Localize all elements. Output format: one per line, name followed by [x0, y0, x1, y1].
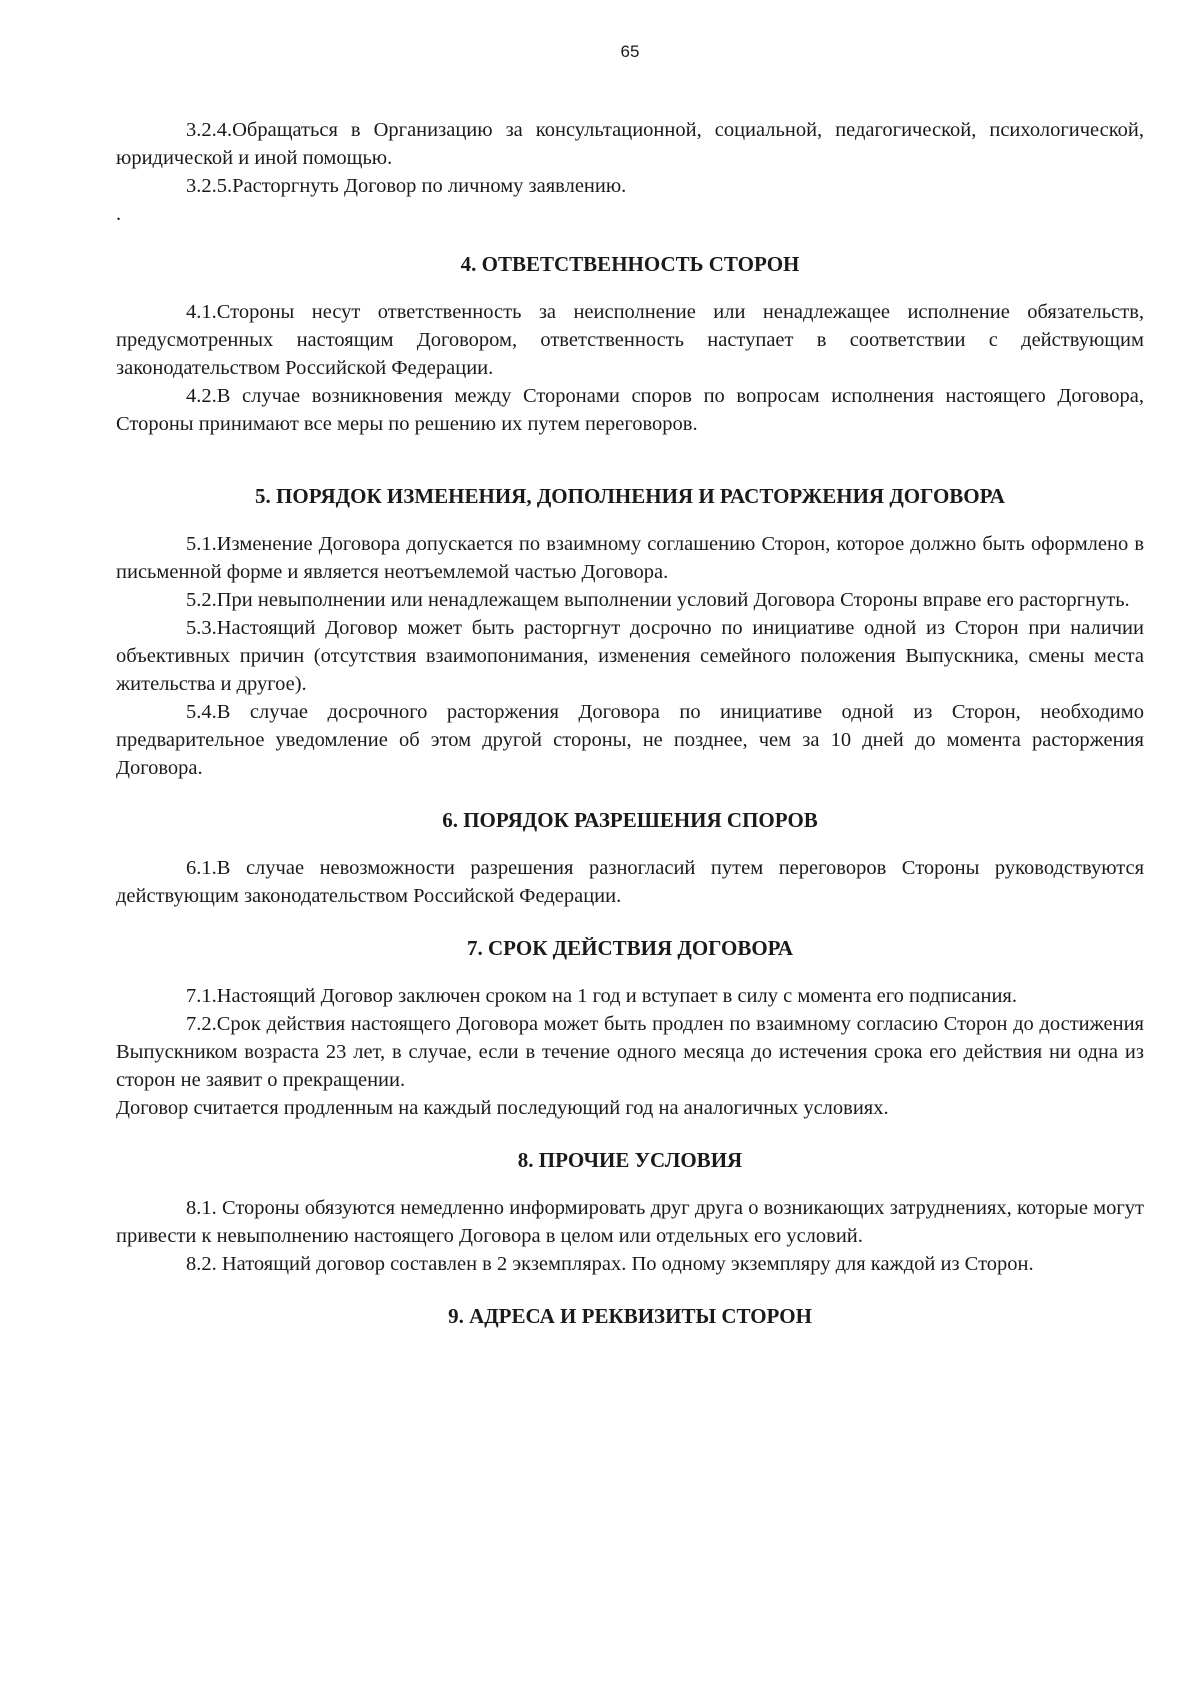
clause-4-2: 4.2.В случае возникновения между Сторонами споров по вопросам исполнения настоящего Договора, Стороны принимают все меры по решению их путем переговоров.: [116, 385, 1144, 435]
clause-8-2: 8.2. Натоящий договор составлен в 2 экземплярах. По одному экземпляру для каждой из Сторон.: [186, 1253, 1034, 1275]
clause-7-1: 7.1.Настоящий Договор заключен сроком на 1 год и вступает в силу с момента его подписания.: [186, 985, 1017, 1007]
clause-3-2-4: 3.2.4.Обращаться в Организацию за консультационной, социальной, педагогической, психологической, юридической и иной помощью.: [116, 119, 1144, 169]
clause-8-1: 8.1. Стороны обязуются немедленно информировать друг друга о возникающих затруднениях, которые могут привести к невыполнению настоящего Договора в целом или отдельных его условий.: [116, 1197, 1144, 1247]
clause-5-1: 5.1.Изменение Договора допускается по взаимному соглашению Сторон, которое должно быть оформлено в письменной форме и является неотъемлемой частью Договора.: [116, 533, 1144, 583]
clause-5-2: 5.2.При невыполнении или ненадлежащем выполнении условий Договора Стороны вправе его расторгнуть.: [186, 589, 1130, 611]
section-8-title: 8. ПРОЧИЕ УСЛОВИЯ: [517, 1148, 743, 1172]
clause-7-2-continuation: Договор считается продленным на каждый последующий год на аналогичных условиях.: [116, 1097, 889, 1119]
section-4-title: 4. ОТВЕТСТВЕННОСТЬ СТОРОН: [460, 252, 800, 276]
clause-5-4: 5.4.В случае досрочного расторжения Договора по инициативе одной из Сторон, необходимо предварительное уведомление об этом другой стороны, не позднее, чем за 10 дней до момента расторжения Договора.: [116, 701, 1144, 779]
section-7-title: 7. СРОК ДЕЙСТВИЯ ДОГОВОРА: [466, 936, 793, 960]
clause-5-3: 5.3.Настоящий Договор может быть расторгнут досрочно по инициативе одной из Сторон при наличии объективных причин (отсутствия взаимопонимания, изменения семейного положения Выпускника, смены места жительства и другое).: [116, 617, 1144, 695]
page-number: 65: [620, 42, 640, 61]
clause-7-2: 7.2.Срок действия настоящего Договора может быть продлен по взаимному согласию Сторон до достижения Выпускником возраста 23 лет, в случае, если в течение одного месяца до истечения срока его действия ни одна из сторон не заявит о прекращении.: [116, 1013, 1144, 1091]
clause-3-2-5: 3.2.5.Расторгнуть Договор по личному заявлению.: [186, 175, 627, 197]
section-5-title: 5. ПОРЯДОК ИЗМЕНЕНИЯ, ДОПОЛНЕНИЯ И РАСТОРЖЕНИЯ ДОГОВОРА: [255, 484, 1005, 508]
document-body: [116, 116, 1144, 1330]
stray-dot: .: [116, 203, 122, 225]
section-9-title: 9. АДРЕСА И РЕКВИЗИТЫ СТОРОН: [448, 1304, 812, 1328]
clause-4-1: 4.1.Стороны несут ответственность за неисполнение или ненадлежащее исполнение обязательств, предусмотренных настоящим Договором, ответственность наступает в соответствии с действующим законодательством Российской Федерации.: [116, 301, 1144, 379]
section-6-title: 6. ПОРЯДОК РАЗРЕШЕНИЯ СПОРОВ: [442, 808, 818, 832]
clause-6-1: 6.1.В случае невозможности разрешения разногласий путем переговоров Стороны руководствуются действующим законодательством Российской Федерации.: [116, 857, 1144, 907]
